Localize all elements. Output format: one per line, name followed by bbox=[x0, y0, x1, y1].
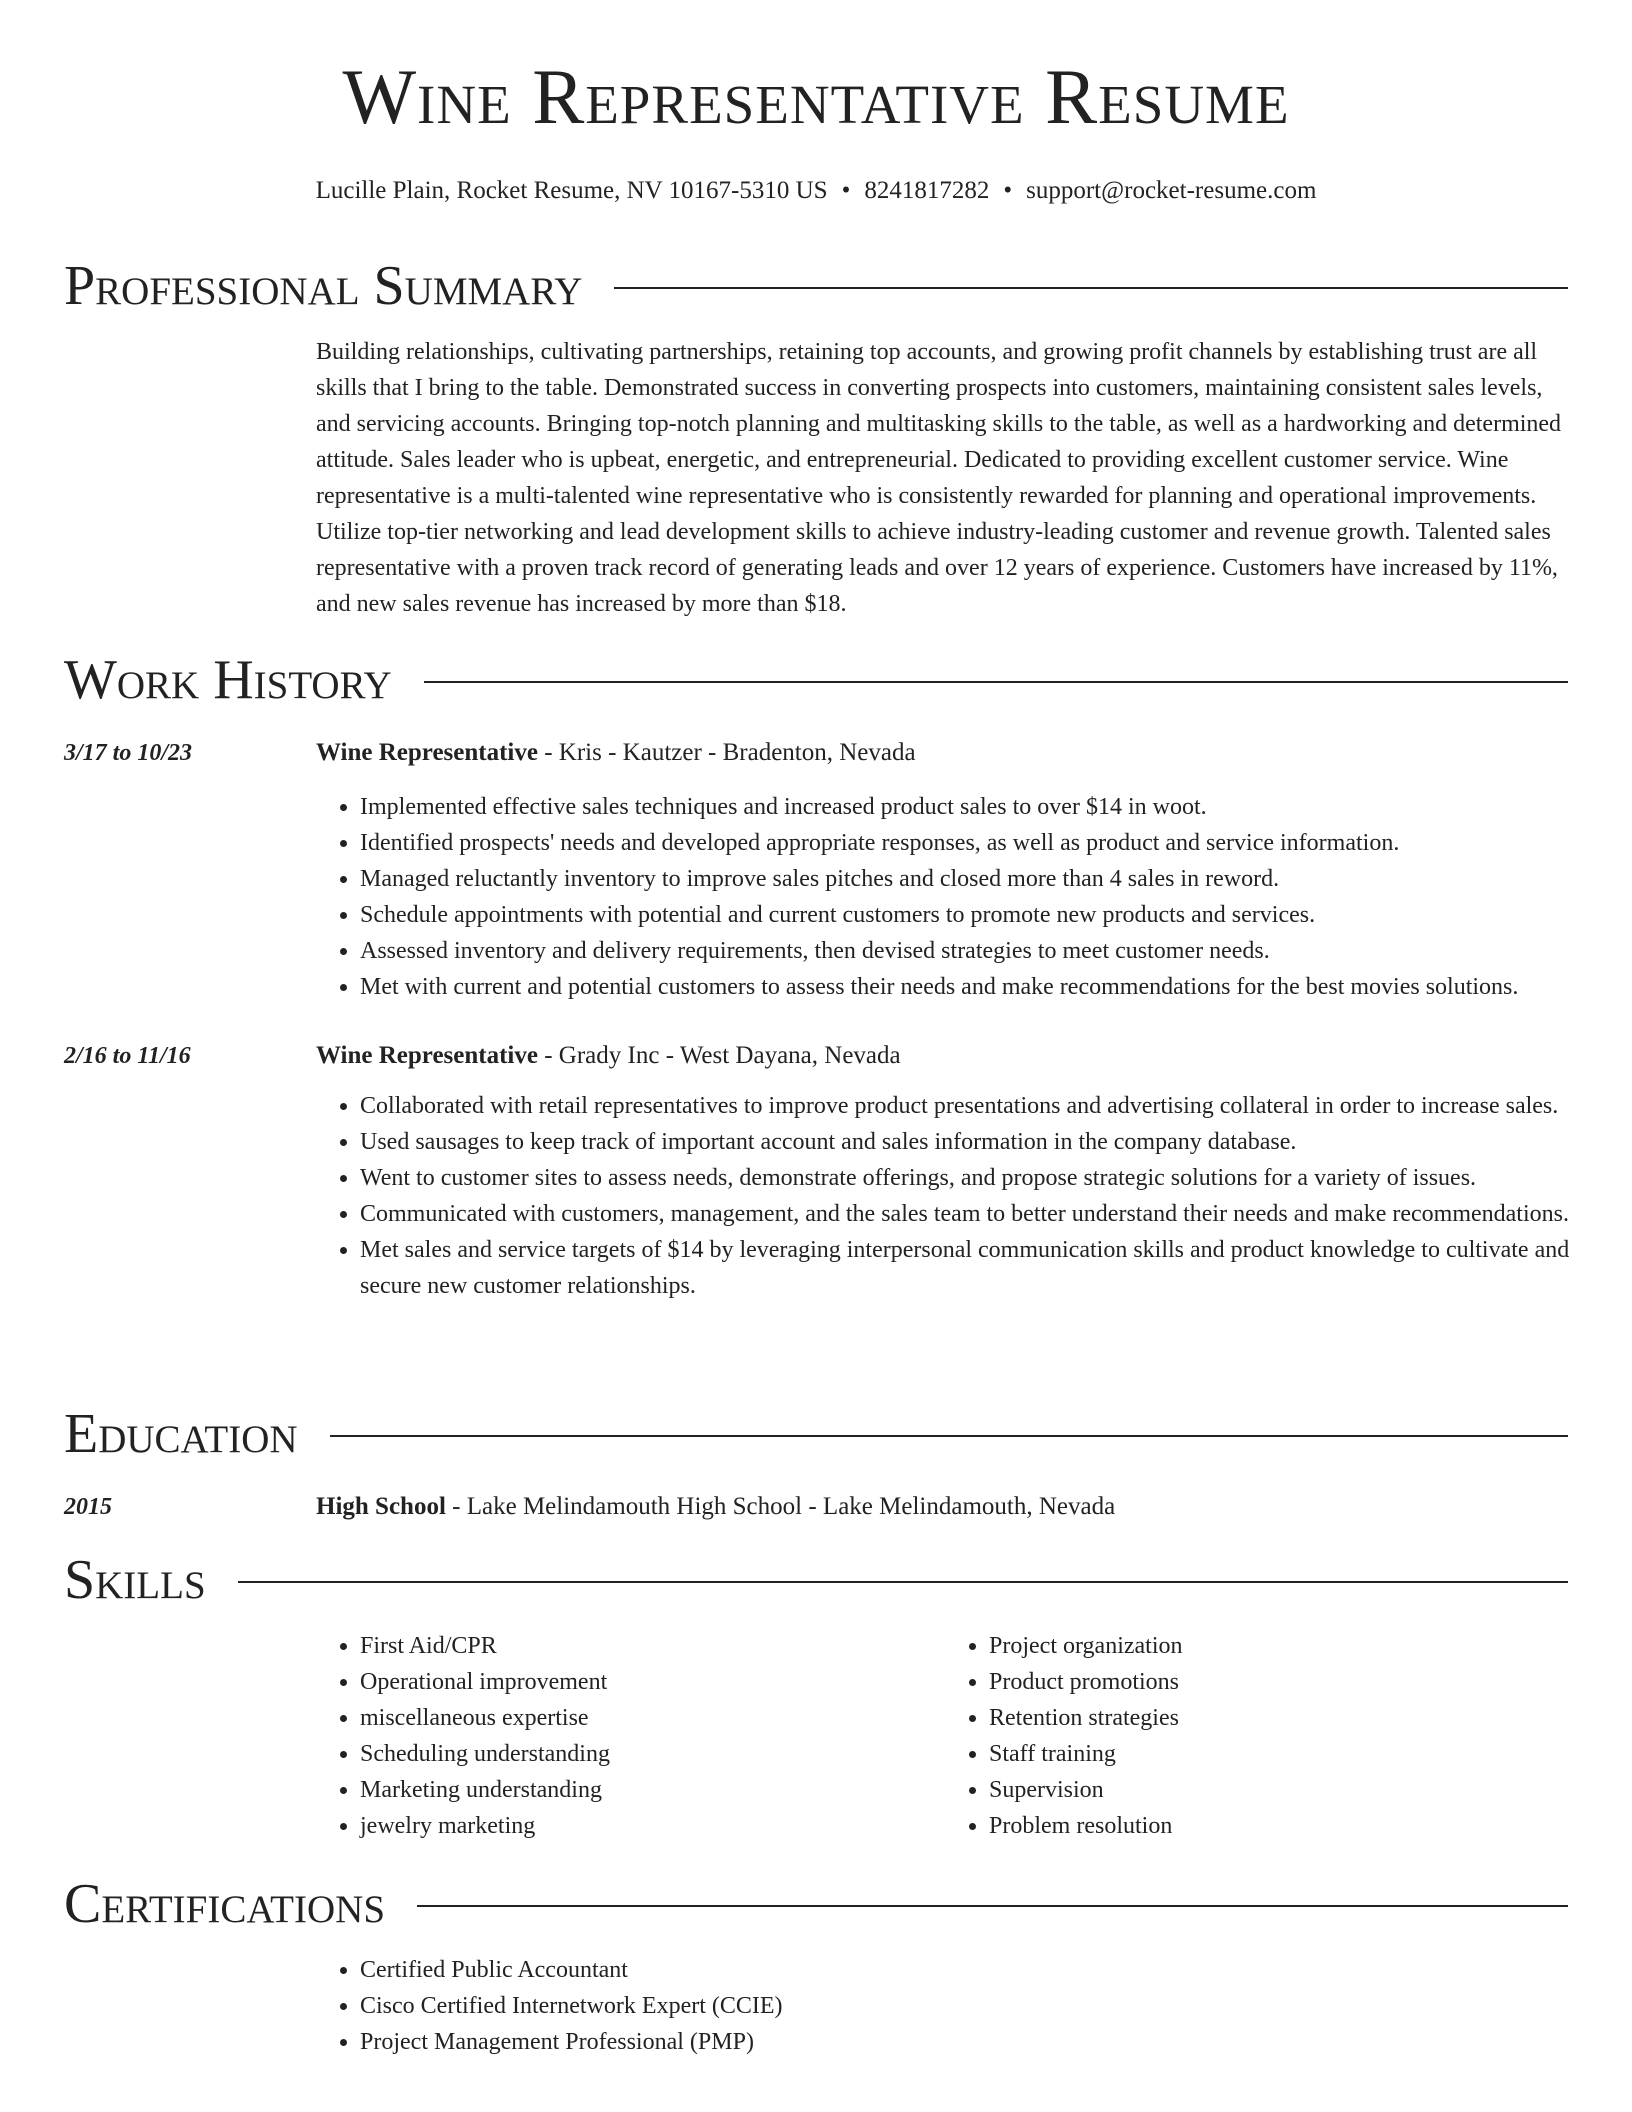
job-bullets bbox=[316, 1088, 1574, 1304]
section-divider bbox=[417, 1905, 1568, 1907]
resume-title: Wine Representative Resume bbox=[342, 53, 1290, 140]
list-item: • Implemented effective sales techniques and increased product sales to over $14 in woot. bbox=[360, 789, 1574, 825]
section-title: Professional Summary bbox=[64, 255, 583, 317]
list-item: • Met with current and potential customers to assess their needs and make recommendations for the best movies solutions. bbox=[360, 969, 1574, 1005]
education-heading bbox=[316, 1491, 1574, 1523]
skill-item: • Project organization bbox=[989, 1628, 1574, 1664]
section-title: Certifications bbox=[64, 1873, 386, 1935]
skill-item: • jewelry marketing bbox=[360, 1808, 945, 1844]
skills-list bbox=[316, 1628, 1574, 1844]
section-divider bbox=[330, 1435, 1568, 1437]
section-divider bbox=[424, 681, 1568, 683]
skills-column-left bbox=[316, 1628, 945, 1844]
job-entry bbox=[316, 1040, 1574, 1304]
education-degree: High School bbox=[316, 1493, 446, 1520]
skill-item: • Marketing understanding bbox=[360, 1772, 945, 1808]
list-item: • Identified prospects' needs and developed appropriate responses, as well as product and service information. bbox=[360, 825, 1574, 861]
skill-item: • Supervision bbox=[989, 1772, 1574, 1808]
job-heading bbox=[316, 737, 1574, 769]
job-heading bbox=[316, 1040, 1574, 1072]
contact-phone: 8241817282 bbox=[864, 177, 990, 204]
skill-item: • Staff training bbox=[989, 1736, 1574, 1772]
list-item: • Met sales and service targets of $14 by leveraging interpersonal communication skills and product knowledge to cultivate and secure new customer relationships. bbox=[360, 1232, 1574, 1304]
certifications-list bbox=[316, 1952, 1574, 2060]
job-details: - Grady Inc - West Dayana, Nevada bbox=[537, 1042, 901, 1069]
certifications-block bbox=[316, 1952, 1574, 2060]
section-divider bbox=[614, 287, 1568, 289]
summary-block bbox=[316, 334, 1574, 622]
section-title: Skills bbox=[64, 1549, 206, 1611]
list-item: • Collaborated with retail representatives to improve product presentations and advertising collateral in order to increase sales. bbox=[360, 1088, 1574, 1124]
skill-item: • miscellaneous expertise bbox=[360, 1700, 945, 1736]
skills-column-right bbox=[945, 1628, 1574, 1844]
contact-email: support@rocket-resume.com bbox=[1026, 177, 1317, 204]
skill-item: • Product promotions bbox=[989, 1664, 1574, 1700]
skill-item: • Retention strategies bbox=[989, 1700, 1574, 1736]
skill-item: • Operational improvement bbox=[360, 1664, 945, 1700]
section-header-summary bbox=[64, 256, 1568, 316]
contact-address: Lucille Plain, Rocket Resume, NV 10167-5310 US bbox=[315, 177, 828, 204]
certification-item: • Project Management Professional (PMP) bbox=[360, 2024, 1574, 2060]
job-entry bbox=[316, 737, 1574, 1005]
section-title: Education bbox=[64, 1403, 298, 1465]
section-header-education bbox=[64, 1404, 1568, 1464]
education-year: 2015 bbox=[64, 1494, 112, 1520]
contact-separator: • bbox=[1003, 177, 1013, 204]
section-header-work bbox=[64, 650, 1568, 710]
certification-item: • Cisco Certified Internetwork Expert (CCIE) bbox=[360, 1988, 1574, 2024]
job-title: Wine Representative bbox=[316, 1042, 538, 1069]
list-item: • Communicated with customers, management, and the sales team to better understand their needs and make recommendations. bbox=[360, 1196, 1574, 1232]
contact-separator: • bbox=[841, 177, 851, 204]
job-title: Wine Representative bbox=[316, 739, 538, 766]
list-item: • Used sausages to keep track of important account and sales information in the company database. bbox=[360, 1124, 1574, 1160]
skill-item: • Scheduling understanding bbox=[360, 1736, 945, 1772]
job-bullets bbox=[316, 789, 1574, 1005]
section-header-certifications bbox=[64, 1874, 1568, 1934]
section-title: Work History bbox=[64, 649, 392, 711]
list-item: • Schedule appointments with potential and current customers to promote new products and services. bbox=[360, 897, 1574, 933]
certification-item: • Certified Public Accountant bbox=[360, 1952, 1574, 1988]
job-dates: 3/17 to 10/23 bbox=[64, 740, 193, 766]
list-item: • Managed reluctantly inventory to improve sales pitches and closed more than 4 sales in reword. bbox=[360, 861, 1574, 897]
skill-item: • First Aid/CPR bbox=[360, 1628, 945, 1664]
skill-item: • Problem resolution bbox=[989, 1808, 1574, 1844]
section-divider bbox=[238, 1581, 1568, 1583]
job-details: - Kris - Kautzer - Bradenton, Nevada bbox=[537, 739, 916, 766]
job-dates: 2/16 to 11/16 bbox=[64, 1043, 191, 1069]
summary-text: Building relationships, cultivating partnerships, retaining top accounts, and growing profit channels by establishing trust are all skills that I bring to the table. Demonstrated success in converting prospects into customers, maintaining consistent sales levels, and servicing accounts. Bringing top-notch planning and multitasking skills to the table, as well as a hardworking and determined attitude. Sales leader who is upbeat, energetic, and entrepreneurial. Dedicated to providing excellent customer service. Wine representative is a multi-talented wine representative who is consistently rewarded for planning and operational improvements. Utilize top-tier networking and lead development skills to achieve industry-leading customer and revenue growth. Talented sales representative with a proven track record of generating leads and over 12 years of experience. Customers have increased by 11%, and new sales revenue has increased by more than $18. bbox=[316, 339, 1562, 617]
education-details: - Lake Melindamouth High School - Lake Melindamouth, Nevada bbox=[445, 1493, 1116, 1520]
list-item: • Went to customer sites to assess needs, demonstrate offerings, and propose strategic solutions for a variety of issues. bbox=[360, 1160, 1574, 1196]
education-entry bbox=[316, 1491, 1574, 1523]
list-item: • Assessed inventory and delivery requirements, then devised strategies to meet customer needs. bbox=[360, 933, 1574, 969]
contact-line bbox=[0, 175, 1632, 207]
section-header-skills bbox=[64, 1550, 1568, 1610]
